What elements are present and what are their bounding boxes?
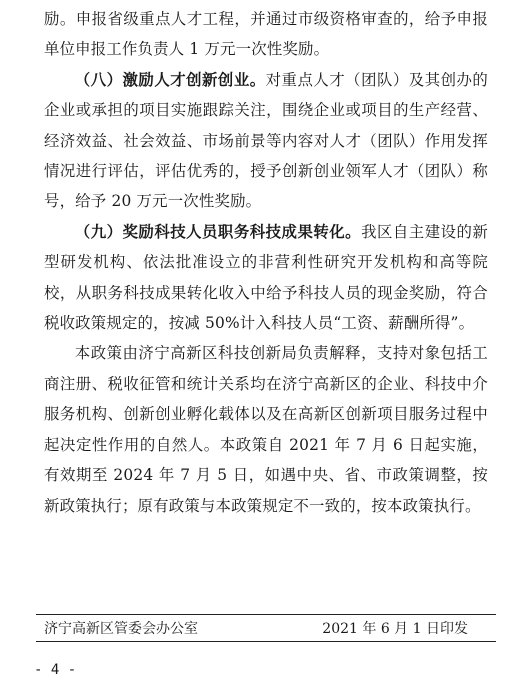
final-text: 本政策由济宁高新区科技创新局负责解释，支持对象包括工商注册、税收征管和统计关系均在济宁高新区的企业、科技中介服务机构、创新创业孵化载体以及在高新区创新项目服务过程中起决定性作用的自然人。本政策自 2021 年 7 月 6 日起实施，有效期至 2024 年 7 月 5 日，如遇中央、省、市政策调整，按新政策执行；原有政策与本政策规定不一致的，按本政策执行。	[44, 344, 488, 515]
paragraph-text: 励。申报省级重点人才工程，并通过市级资格审查的，给予申报单位申报工作负责人 1 万元一次性奖励。	[44, 10, 488, 59]
item-9-text: 我区自主建设的新型研发机构、依法批准设立的非营利性研究开发机构和高等院校，从职务科技成果转化收入中给予科技人员的现金奖励，符合税收政策规定的，按减 50%计入科技人员“工资、薪酬所得”。	[44, 222, 488, 333]
document-body	[44, 4, 488, 521]
item-8-heading: （八）激励人才创新创业。	[74, 70, 266, 89]
footer-date: 2021 年 6 月 1 日印发	[322, 621, 468, 637]
footer-top-divider	[36, 614, 496, 615]
footer-bottom-divider	[36, 641, 496, 642]
paragraph-final	[44, 338, 488, 520]
item-9-heading: （九）奖励科技人员职务科技成果转化。	[74, 222, 362, 241]
footer-issuer: 济宁高新区管委会办公室	[44, 621, 198, 637]
paragraph-item-8	[44, 65, 488, 217]
item-8-text: 对重点人才（团队）及其创办的企业或承担的项目实施跟踪关注，围绕企业或项目的生产经营、经济效益、社会效益、市场前景等内容对人才（团队）作用发挥情况进行评估，评估优秀的，授予创新创业领军人才（团队）称号，给予 20 万元一次性奖励。	[44, 70, 488, 211]
page-number: - 4 -	[34, 662, 77, 678]
paragraph-item-9	[44, 217, 488, 339]
paragraph-continuation	[44, 4, 488, 65]
